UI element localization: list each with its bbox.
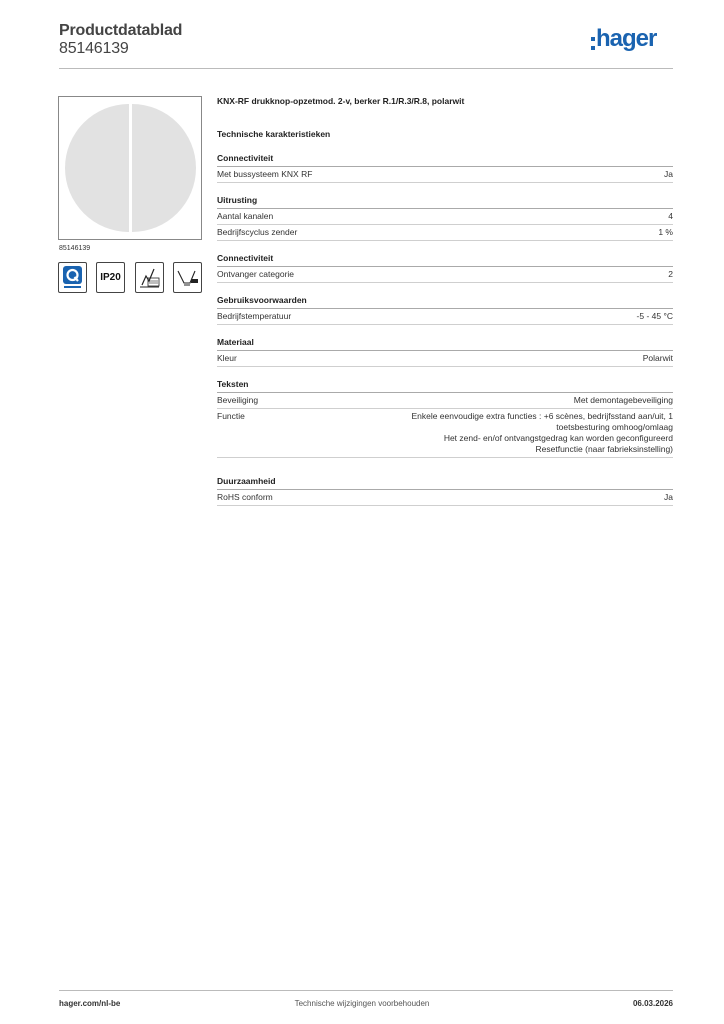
spec-row <box>217 209 673 225</box>
section-title: Gebruiksvoorwaarden <box>217 295 673 309</box>
section-title: Teksten <box>217 379 673 393</box>
spec-value: Ja <box>664 492 673 502</box>
section-title: Connectiviteit <box>217 253 673 267</box>
spec-row <box>217 409 673 458</box>
header-divider <box>59 68 673 69</box>
page-header <box>59 22 673 70</box>
push-button-illustration-icon <box>59 97 201 239</box>
spec-value: Met demontagebeveiliging <box>573 395 673 405</box>
document-title: Productdatablad <box>59 22 183 39</box>
spec-label: Ontvanger categorie <box>217 269 295 279</box>
spec-heading: Technische karakteristieken <box>217 129 331 139</box>
spec-row <box>217 490 673 506</box>
spec-row <box>217 309 673 325</box>
spec-label: Beveiliging <box>217 395 259 405</box>
wall-mount-symbol-icon <box>173 262 202 293</box>
footer-divider <box>59 990 673 991</box>
certification-icons <box>58 262 202 294</box>
spec-row <box>217 393 673 409</box>
footer-website-link[interactable]: hager.com/nl-be <box>59 999 121 1008</box>
spec-label: RoHS conform <box>217 492 273 502</box>
image-caption: 85146139 <box>59 245 91 252</box>
section-title: Materiaal <box>217 337 673 351</box>
spec-label: Bedrijfstemperatuur <box>217 311 292 321</box>
section-title: Connectiviteit <box>217 153 673 167</box>
footer-date: 06.03.2026 <box>632 999 673 1008</box>
quality-mark-icon <box>58 262 87 293</box>
spec-label: Kleur <box>217 353 237 363</box>
product-name: KNX-RF drukknop-opzetmod. 2-v, berker R.1/R.3/R.8, polarwit <box>217 96 465 106</box>
ip-rating-icon: IP20 <box>96 262 125 293</box>
document-number: 85146139 <box>59 40 129 57</box>
spec-label: Met bussysteem KNX RF <box>217 169 313 179</box>
spec-row <box>217 225 673 241</box>
spec-value: 1 % <box>658 227 673 237</box>
spec-value: Polarwit <box>642 353 673 363</box>
section-title: Duurzaamheid <box>217 476 673 490</box>
spec-value: Enkele eenvoudige extra functies : +6 scènes, bedrijfsstand aan/uit, 1 toetsbesturing omhoog/omlaag Het zend- en/of ontvangstgedrag kan worden geconfigureerd Resetfunctie (naar fabrieksinstelling) <box>411 411 673 454</box>
mounting-symbol-icon <box>135 262 164 293</box>
specifications <box>217 96 673 506</box>
spec-row <box>217 167 673 183</box>
section-title: Uitrusting <box>217 195 673 209</box>
footer-notice: Technische wijzigingen voorbehouden <box>294 999 430 1008</box>
spec-row <box>217 351 673 367</box>
spec-row <box>217 267 673 283</box>
spec-value: Ja <box>664 169 673 179</box>
hager-logo <box>591 25 673 54</box>
logo-text: hager <box>596 25 657 52</box>
spec-value: -5 - 45 °C <box>636 311 673 321</box>
spec-value: 4 <box>668 211 673 221</box>
spec-label: Bedrijfscyclus zender <box>217 227 298 237</box>
spec-value: 2 <box>668 269 673 279</box>
logo-dots-icon <box>591 37 595 51</box>
spec-label: Functie <box>217 411 245 421</box>
product-image <box>58 96 202 240</box>
spec-label: Aantal kanalen <box>217 211 274 221</box>
